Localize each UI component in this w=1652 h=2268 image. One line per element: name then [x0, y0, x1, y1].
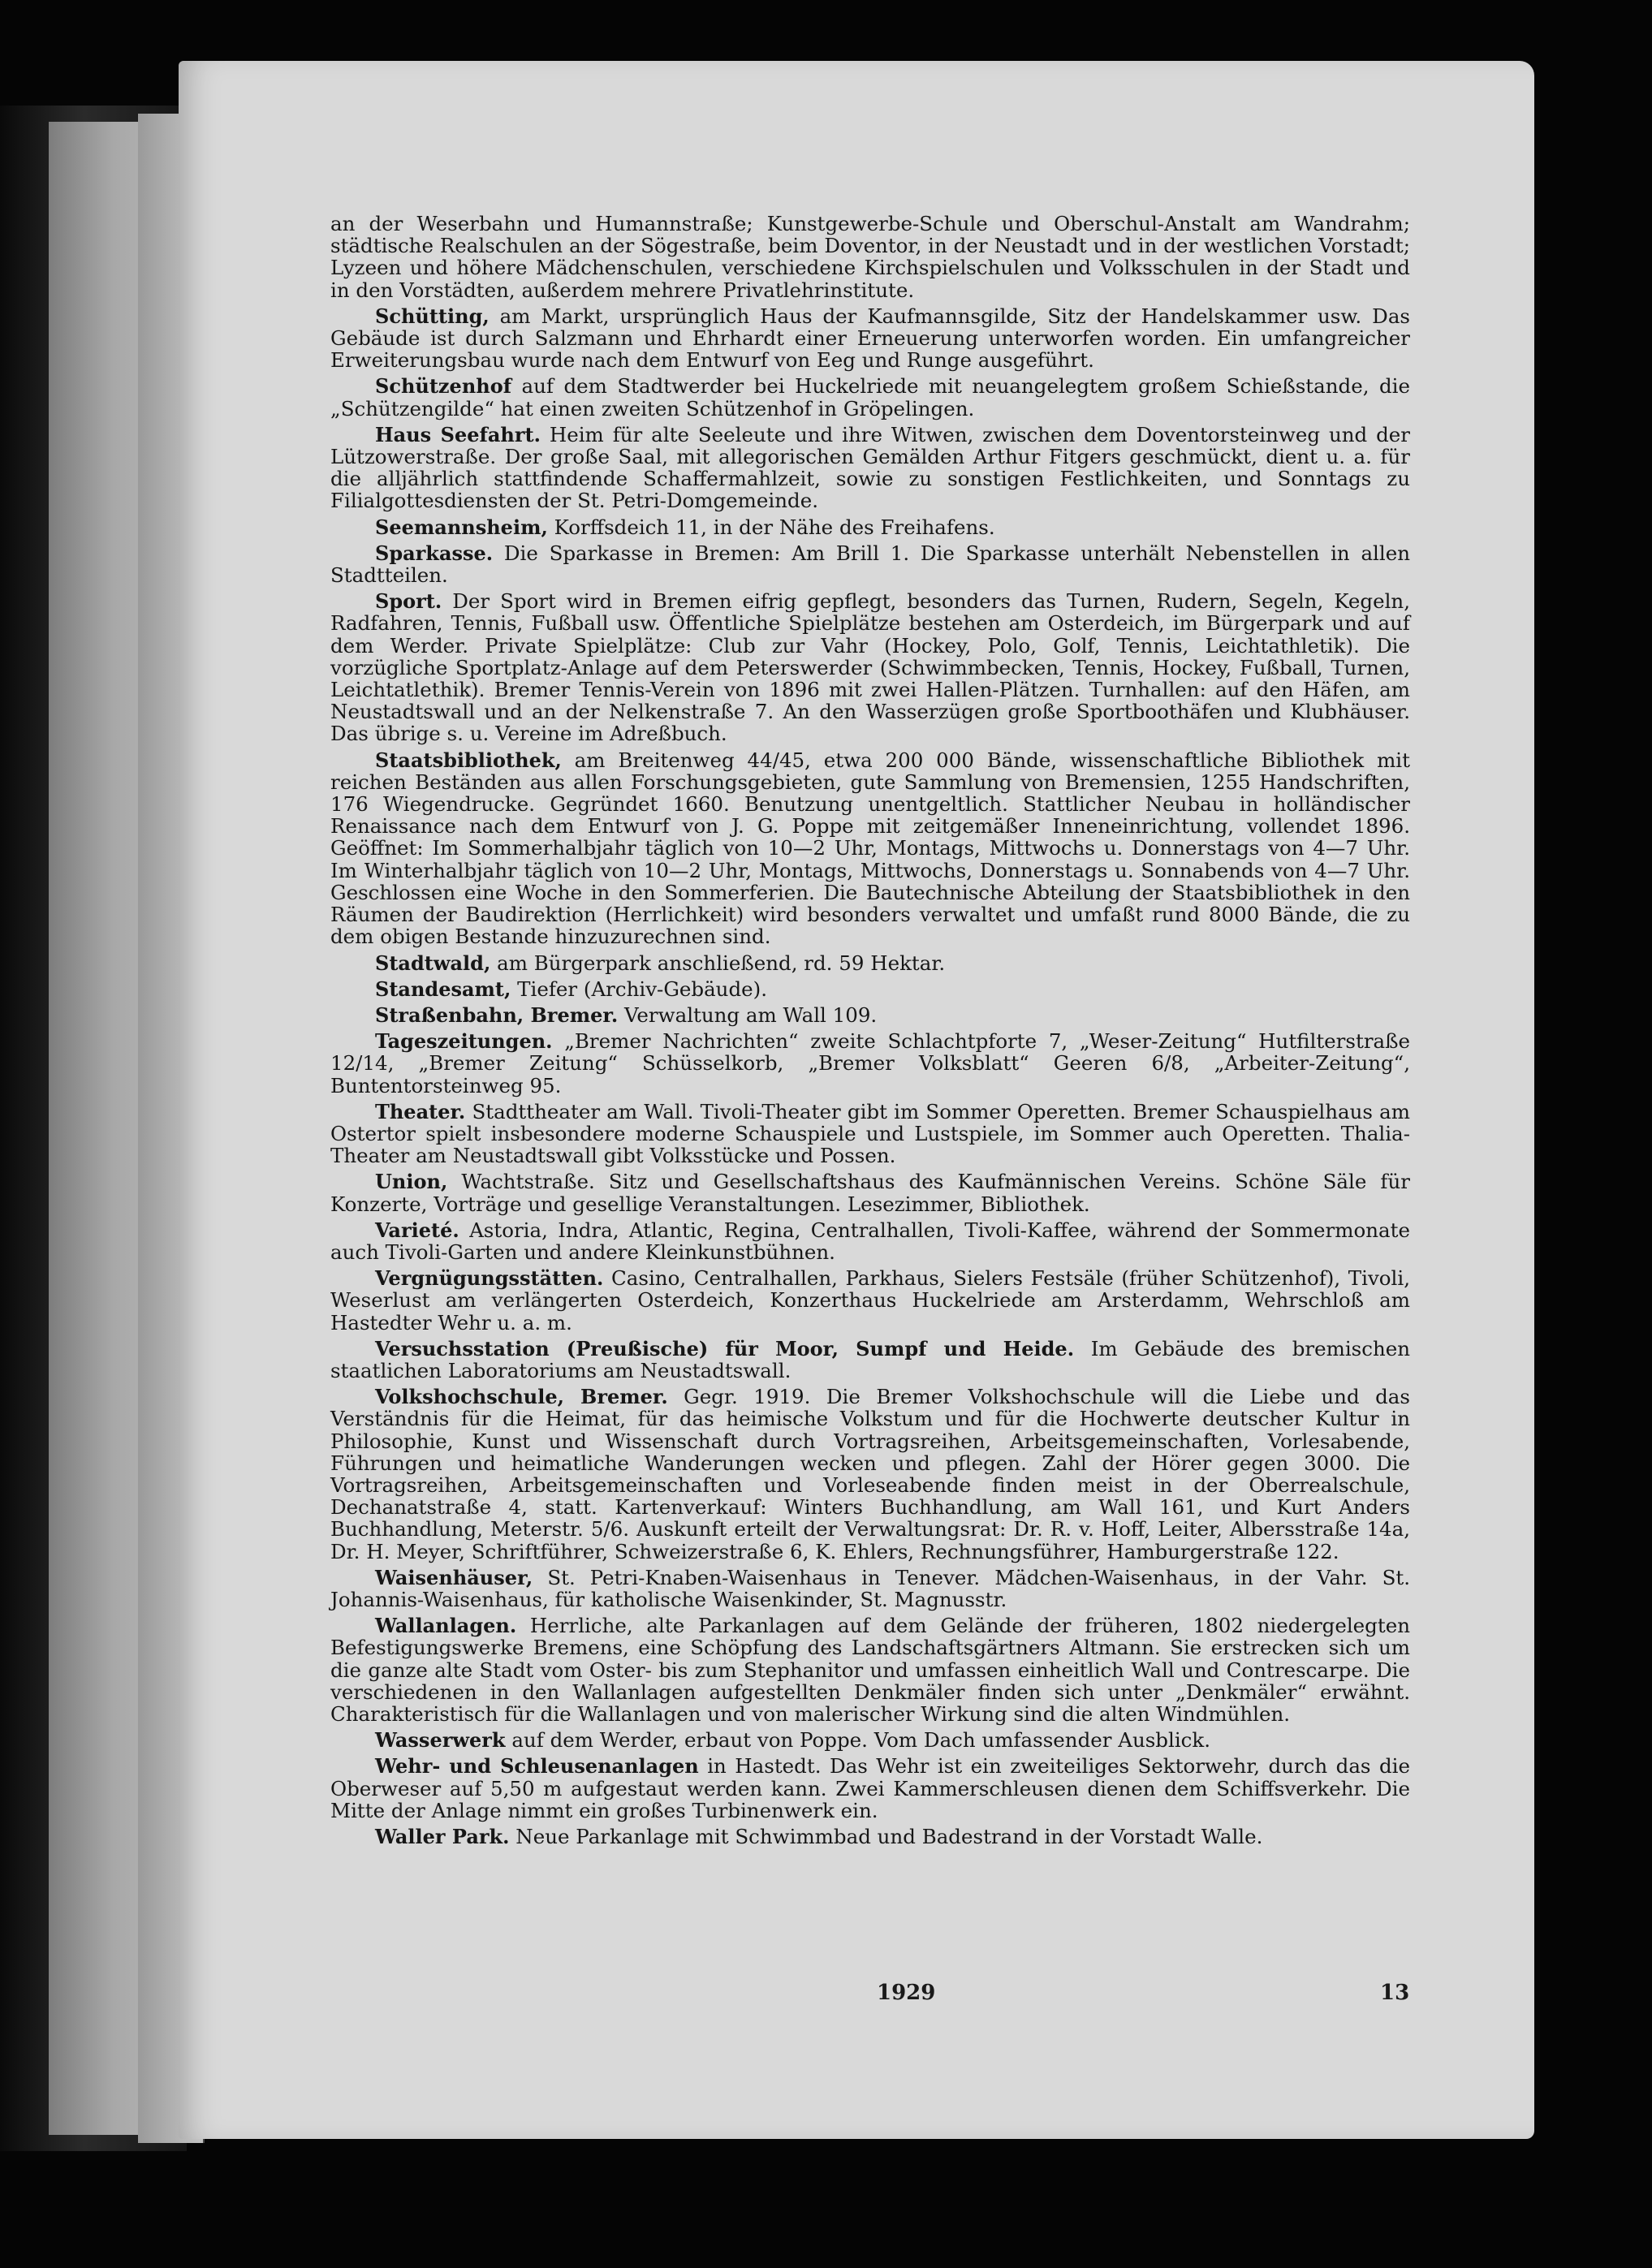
- entry-keyword: Sparkasse.: [375, 541, 494, 565]
- directory-entry: [330, 1004, 1410, 1026]
- directory-entry: [330, 1615, 1410, 1725]
- entry-keyword: Volkshochschule, Bremer.: [375, 1385, 668, 1409]
- directory-entry: [330, 1567, 1410, 1610]
- entry-text: Wachtstraße. Sitz und Gesellschaftshaus des Kaufmännischen Vereins. Schöne Säle für Konzerte, Vorträge und gesellige Veranstaltungen. Lesezimmer, Bibliothek.: [330, 1170, 1410, 1216]
- directory-entry: [330, 1267, 1410, 1334]
- directory-entry: [330, 516, 1410, 538]
- entry-keyword: Varieté.: [375, 1218, 459, 1242]
- entry-text: Tiefer (Archiv-Gebäude).: [511, 977, 767, 1001]
- entry-keyword: Schützenhof: [375, 374, 512, 399]
- entry-keyword: Sport.: [375, 589, 442, 614]
- entry-text: Astoria, Indra, Atlantic, Regina, Centralhallen, Tivoli-Kaffee, während der Sommermonate auch Tivoli-Garten und andere Kleinkunstbühnen.: [330, 1218, 1410, 1264]
- directory-entry: [330, 305, 1410, 372]
- entry-text: Gegr. 1919. Die Bremer Volkshochschule will die Liebe und das Verständnis für die Heimat, für das heimische Volkstum und für die Hochwerte deutscher Kultur in Philosophie, Kunst und Wissenschaft durch Vortragsreihen, Arbeitsgemeinschaften, Vorlesabende, Führungen und heimatliche Wanderungen wecken und pflegen. Zahl der Hörer gegen 3000. Die Vortragsreihen, Arbeitsgemeinschaften und Vorleseabende finden meist in der Oberrealschule, Dechanatstraße 4, statt. Kartenverkauf: Winters Buchhandlung, am Wall 161, und Kurt Anders Buchhandlung, Meterstr. 5/6. Auskunft erteilt der Verwaltungsrat: Dr. R. v. Hoff, Leiter, Albersstraße 14a, Dr. H. Meyer, Schriftführer, Schweizerstraße 6, K. Ehlers, Rechnungsführer, Hamburgerstraße 122.: [330, 1385, 1410, 1563]
- entry-keyword: Wallanlagen.: [375, 1614, 517, 1638]
- directory-entry: [330, 952, 1410, 974]
- directory-entry: [330, 542, 1410, 586]
- directory-entry: [330, 1386, 1410, 1563]
- entry-keyword: Wasserwerk: [375, 1728, 506, 1753]
- directory-entry: [330, 213, 1410, 301]
- page-body-text: [330, 213, 1410, 1852]
- entry-keyword: Union,: [375, 1170, 448, 1194]
- entry-text: St. Petri-Knaben-Waisenhaus in Tenever. Mädchen-Waisenhaus, in der Vahr. St. Johannis-Waisenhaus, für katholische Waisenkinder, St. Magnusstr.: [330, 1565, 1410, 1611]
- entry-keyword: Vergnügungsstätten.: [375, 1266, 604, 1291]
- directory-entry: [330, 1729, 1410, 1751]
- entry-text: auf dem Stadtwerder bei Huckelriede mit neuangelegtem großem Schießstande, die „Schützengilde“ hat einen zweiten Schützenhof in Gröpelingen.: [330, 374, 1410, 420]
- entry-text: Casino, Centralhallen, Parkhaus, Sielers Festsäle (früher Schützenhof), Tivoli, Weserlust am verlängerten Osterdeich, Konzerthaus Huckelriede am Arsterdamm, Wehrschloß am Hastedter Wehr u. a. m.: [330, 1266, 1410, 1334]
- entry-text: auf dem Werder, erbaut von Poppe. Vom Dach umfassender Ausblick.: [505, 1728, 1211, 1753]
- directory-entry: [330, 590, 1410, 744]
- entry-text: am Breitenweg 44/45, etwa 200 000 Bände, wissenschaftliche Bibliothek mit reichen Beständen aus allen Forschungsgebieten, gute Sammlung von Bremensien, 1255 Handschriften, 176 Wiegendrucke. Gegründet 1660. Benutzung unentgeltlich. Stattlicher Neubau in holländischer Renaissance nach dem Entwurf von J. G. Poppe mit zeitgemäßer Inneneinrichtung, vollendet 1896. Geöffnet: Im Sommerhalbjahr täglich von 10—2 Uhr, Montags, Mittwochs u. Donnerstags von 4—7 Uhr. Im Winterhalbjahr täglich von 10—2 Uhr, Montags, Mittwochs, Donnerstags u. Sonnabends von 4—7 Uhr. Geschlossen eine Woche in den Sommerferien. Die Bautechnische Abteilung der Staatsbibliothek in den Räumen der Baudirektion (Herrlichkeit) wird besonders verwaltet und umfaßt rund 8000 Bände, die zu dem obigen Bestande hinzuzurechnen sind.: [330, 748, 1410, 949]
- entry-keyword: Staatsbibliothek,: [375, 748, 562, 772]
- entry-keyword: Waller Park.: [375, 1825, 510, 1849]
- directory-entry: [330, 1755, 1410, 1822]
- entry-keyword: Versuchsstation (Preußische) für Moor, Sumpf und Heide.: [375, 1336, 1075, 1360]
- directory-entry: [330, 1171, 1410, 1214]
- directory-entry: [330, 1826, 1410, 1848]
- entry-text: Neue Parkanlage mit Schwimmbad und Badestrand in der Vorstadt Walle.: [509, 1825, 1263, 1849]
- entry-text: Heim für alte Seeleute und ihre Witwen, zwischen dem Doventorsteinweg und der Lützowerstraße. Der große Saal, mit allegorischen Gemälden Arthur Fitgers geschmückt, dient u. a. für die alljährlich stattfindende Schaffermahlzeit, sowie zu sonstigen Festlichkeiten, und Sonntags zu Filialgottesdiensten der St. Petri-Domgemeinde.: [330, 422, 1410, 513]
- entry-keyword: Tageszeitungen.: [375, 1029, 553, 1054]
- entry-keyword: Straßenbahn, Bremer.: [375, 1002, 619, 1027]
- directory-entry: [330, 1030, 1410, 1097]
- entry-text: in Hastedt. Das Wehr ist ein zweiteiliges Sektorwehr, durch das die Oberweser auf 5,50 m aufgestaut werden kann. Zwei Kammerschleusen dienen dem Schiffsverkehr. Die Mitte der Anlage nimmt ein großes Turbinenwerk ein.: [330, 1754, 1410, 1822]
- footer-page-number: 13: [1380, 1981, 1410, 2005]
- entry-text: Der Sport wird in Bremen eifrig gepflegt, besonders das Turnen, Rudern, Segeln, Kegeln, Radfahren, Tennis, Fußball usw. Öffentliche Spielplätze bestehen am Osterdeich, im Bürgerpark und auf dem Werder. Private Spielplätze: Club zur Vahr (Hockey, Polo, Golf, Tennis, Leichtathletik). Die vorzügliche Sportplatz-Anlage auf dem Peterswerder (Schwimmbecken, Tennis, Hockey, Fußball, Turnen, Leichtatlethik). Bremer Tennis-Verein von 1896 mit zwei Hallen-Plätzen. Turnhallen: auf den Häfen, am Neustadtswall und an der Nelkenstraße 7. An den Wasserzügen große Sportboothäfen und Klubhäuser. Das übrige s. u. Vereine im Adreßbuch.: [330, 589, 1410, 746]
- entry-text: an der Weserbahn und Humannstraße; Kunstgewerbe-Schule und Oberschul-Anstalt am Wandrahm; städtische Realschulen an der Sögestraße, beim Doventor, in der Neustadt und in der westlichen Vorstadt; Lyzeen und höhere Mädchenschulen, verschiedene Kirchspielschulen und Volksschulen in der Stadt und in den Vorstädten, außerdem mehrere Privatlehrinstitute.: [330, 212, 1410, 302]
- entry-keyword: Seemannsheim,: [375, 515, 548, 539]
- entry-keyword: Theater.: [375, 1099, 466, 1123]
- entry-text: Verwaltung am Wall 109.: [618, 1002, 878, 1027]
- entry-text: am Markt, ursprünglich Haus der Kaufmannsgilde, Sitz der Handelskammer usw. Das Gebäude ist durch Salzmann und Ehrhardt einer Erneuerung unterworfen worden. Ein umfangreicher Erweiterungsbau wurde nach dem Entwurf von Eeg und Runge ausgeführt.: [330, 304, 1410, 373]
- entry-text: Im Gebäude des bremischen staatlichen Laboratoriums am Neustadtswall.: [330, 1336, 1411, 1382]
- entry-text: Stadttheater am Wall. Tivoli-Theater gibt im Sommer Operetten. Bremer Schauspielhaus am Ostertor spielt insbesondere moderne Schauspiele und Lustspiele, im Sommer auch Operetten. Thalia-Theater am Neustadtswall gibt Volksstücke und Possen.: [330, 1099, 1410, 1168]
- entry-keyword: Schütting,: [375, 304, 490, 328]
- entry-keyword: Haus Seefahrt.: [375, 422, 541, 446]
- entry-keyword: Standesamt,: [375, 977, 511, 1001]
- entry-keyword: Waisenhäuser,: [375, 1565, 533, 1589]
- directory-entry: [330, 1219, 1410, 1263]
- entry-text: Korffsdeich 11, in der Nähe des Freihafens.: [547, 515, 995, 539]
- directory-entry: [330, 375, 1410, 419]
- directory-entry: [330, 749, 1410, 948]
- footer-year: 1929: [877, 1981, 936, 2005]
- entry-keyword: Wehr- und Schleusenanlagen: [375, 1754, 699, 1779]
- directory-entry: [330, 1101, 1410, 1167]
- entry-text: am Bürgerpark anschließend, rd. 59 Hektar.: [490, 951, 946, 975]
- directory-entry: [330, 1338, 1410, 1382]
- directory-entry: [330, 978, 1410, 1000]
- entry-text: „Bremer Nachrichten“ zweite Schlachtpforte 7, „Weser-Zeitung“ Hutfilterstraße 12/14, „Bremer Zeitung“ Schüsselkorb, „Bremer Volksblatt“ Geeren 6/8, „Arbeiter-Zeitung“, Buntentorsteinweg 95.: [330, 1029, 1410, 1097]
- directory-entry: [330, 424, 1410, 512]
- entry-text: Die Sparkasse in Bremen: Am Brill 1. Die Sparkasse unterhält Nebenstellen in allen Stadtteilen.: [330, 541, 1410, 588]
- entry-text: Herrliche, alte Parkanlagen auf dem Gelände der früheren, 1802 niedergelegten Befestigungswerke Bremens, eine Schöpfung des Landschaftsgärtners Altmann. Sie erstrecken sich um die ganze alte Stadt vom Oster- bis zum Stephanitor und umfassen einheitlich Wall und Contrescarpe. Die verschiedenen in den Wallanlagen aufgestellten Denkmäler finden sich unter „Denkmäler“ erwähnt. Charakteristisch für die Wallanlagen und von malerischer Wirkung sind die alten Windmühlen.: [330, 1614, 1410, 1726]
- entry-keyword: Stadtwald,: [375, 951, 491, 975]
